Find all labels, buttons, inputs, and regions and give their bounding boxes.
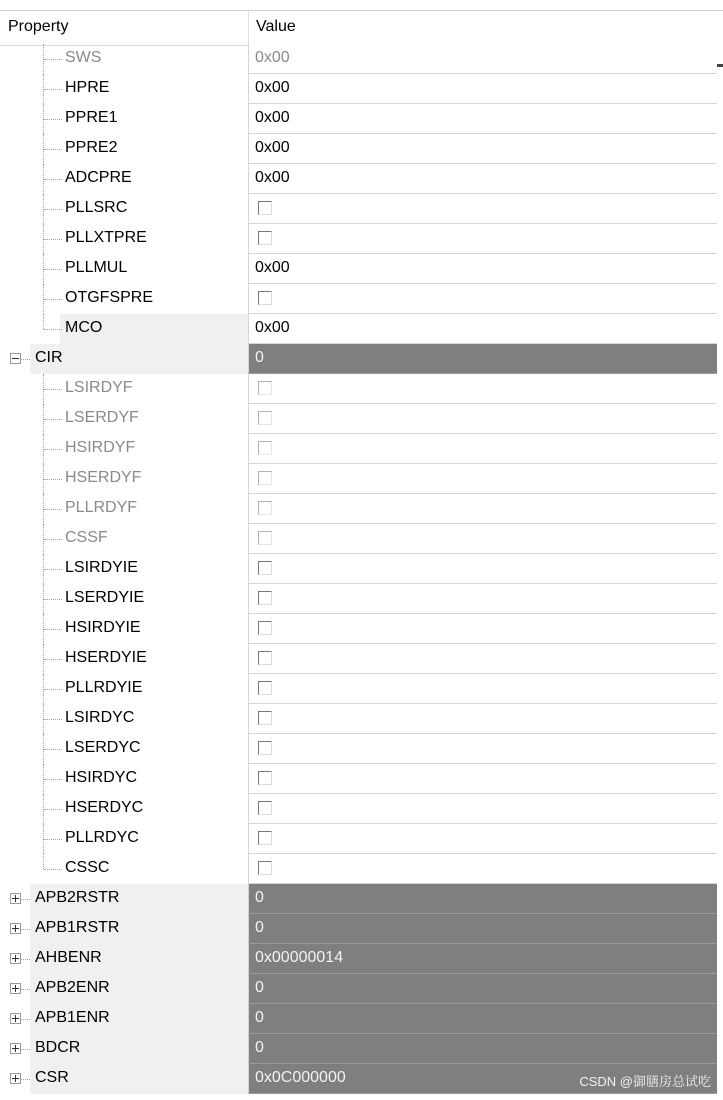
property-cell[interactable] — [0, 884, 248, 914]
property-label: HSERDYIE — [65, 649, 147, 666]
property-row-lsirdyf[interactable] — [0, 374, 723, 404]
property-cell[interactable] — [0, 104, 248, 134]
checkbox — [258, 381, 272, 395]
value-cell[interactable] — [248, 974, 718, 1004]
expand-icon[interactable] — [10, 983, 21, 994]
value-cell[interactable] — [248, 644, 718, 674]
value-cell[interactable] — [248, 314, 718, 344]
property-row-ppre2[interactable] — [0, 134, 723, 164]
property-row-pllrdyf[interactable] — [0, 494, 723, 524]
value-text: 0x00 — [255, 259, 290, 276]
property-row-hsirdyf[interactable] — [0, 434, 723, 464]
checkbox — [258, 471, 272, 485]
property-row-mco[interactable] — [0, 314, 723, 344]
group-row-apb2rstr[interactable] — [0, 884, 723, 914]
expand-icon[interactable] — [10, 893, 21, 904]
tree-connector — [21, 929, 30, 930]
value-cell[interactable] — [248, 674, 718, 704]
watermark: CSDN @御膳房总试吃 — [579, 1074, 711, 1089]
value-cell[interactable] — [248, 464, 718, 494]
checkbox[interactable] — [258, 561, 272, 575]
group-row-ahbenr[interactable] — [0, 944, 723, 974]
property-row-cssc[interactable] — [0, 854, 723, 884]
tree-connector — [21, 1079, 30, 1080]
property-label: PLLRDYIE — [65, 679, 143, 696]
tree-connector — [44, 269, 62, 270]
value-cell[interactable] — [248, 254, 718, 284]
property-label: PLLRDYF — [65, 499, 138, 516]
checkbox[interactable] — [258, 291, 272, 305]
group-row-apb1rstr[interactable] — [0, 914, 723, 944]
tree-connector — [44, 869, 62, 870]
property-label: HSERDYC — [65, 799, 144, 816]
property-cell[interactable] — [0, 974, 248, 1004]
vertical-scrollbar[interactable] — [717, 44, 723, 1100]
property-cell[interactable] — [0, 1034, 248, 1064]
expand-icon[interactable] — [10, 923, 21, 934]
property-label: PLLXTPRE — [65, 229, 147, 246]
value-cell[interactable] — [248, 524, 718, 554]
tree-connector — [44, 479, 62, 480]
property-cell[interactable] — [0, 674, 248, 704]
property-cell[interactable] — [0, 854, 248, 884]
property-row-pllsrc[interactable] — [0, 194, 723, 224]
property-label: PLLRDYC — [65, 829, 139, 846]
property-cell[interactable] — [0, 524, 248, 554]
value-cell[interactable] — [248, 404, 718, 434]
tree-connector — [44, 689, 62, 690]
tree-connector — [44, 119, 62, 120]
property-label: CIR — [35, 349, 63, 366]
tree-connector — [21, 959, 30, 960]
value-cell[interactable] — [248, 344, 718, 374]
property-cell[interactable] — [0, 314, 248, 344]
tree-connector — [44, 449, 62, 450]
property-cell[interactable] — [0, 824, 248, 854]
property-row-pllmul[interactable] — [0, 254, 723, 284]
tree-connector — [44, 509, 62, 510]
value-cell[interactable] — [248, 104, 718, 134]
value-text: 0x00 — [255, 319, 290, 336]
property-label: HSIRDYF — [65, 439, 136, 456]
property-label: HSERDYF — [65, 469, 142, 486]
property-row-lsirdyie[interactable] — [0, 554, 723, 584]
property-cell[interactable] — [0, 944, 248, 974]
checkbox[interactable] — [258, 681, 272, 695]
value-cell[interactable] — [248, 1034, 718, 1064]
property-cell[interactable] — [0, 554, 248, 584]
tree-connector — [44, 299, 62, 300]
property-label: LSERDYIE — [65, 589, 145, 606]
property-cell[interactable] — [0, 584, 248, 614]
tree-guide-line — [43, 854, 44, 869]
property-cell[interactable] — [0, 1064, 248, 1094]
group-label-background — [30, 344, 248, 374]
property-cell[interactable] — [0, 794, 248, 824]
property-cell[interactable] — [0, 434, 248, 464]
checkbox[interactable] — [258, 741, 272, 755]
tree-connector — [44, 839, 62, 840]
value-cell[interactable] — [248, 284, 718, 314]
value-cell[interactable] — [248, 914, 718, 944]
property-cell[interactable] — [0, 74, 248, 104]
value-text: 0x0C000000 — [255, 1069, 346, 1086]
value-cell[interactable] — [248, 734, 718, 764]
value-cell[interactable] — [248, 434, 718, 464]
property-cell[interactable] — [0, 404, 248, 434]
property-label: LSERDYF — [65, 409, 139, 426]
property-label: CSSC — [65, 859, 110, 876]
value-cell[interactable] — [248, 704, 718, 734]
property-label: APB1RSTR — [35, 919, 120, 936]
value-cell[interactable] — [248, 944, 718, 974]
tree-connector — [44, 779, 62, 780]
group-row-apb1enr[interactable] — [0, 1004, 723, 1034]
property-cell[interactable] — [0, 224, 248, 254]
value-text: 0x00 — [255, 139, 290, 156]
tree-connector — [44, 749, 62, 750]
value-text: 0 — [255, 889, 264, 906]
tree-guide-line — [43, 314, 44, 329]
scroll-up-arrow-icon[interactable] — [717, 44, 723, 74]
tree-connector — [44, 89, 62, 90]
value-cell[interactable] — [248, 164, 718, 194]
property-label: PPRE1 — [65, 109, 118, 126]
property-label: ADCPRE — [65, 169, 132, 186]
tree-connector — [44, 419, 62, 420]
property-cell[interactable] — [0, 134, 248, 164]
property-row-hserdyie[interactable] — [0, 644, 723, 674]
property-row-lserdyc[interactable] — [0, 734, 723, 764]
expand-icon[interactable] — [10, 1043, 21, 1054]
property-row-lserdyie[interactable] — [0, 584, 723, 614]
value-text: 0 — [255, 979, 264, 996]
grid-header — [0, 10, 723, 46]
value-cell[interactable] — [248, 134, 718, 164]
checkbox — [258, 411, 272, 425]
property-row-hsirdyie[interactable] — [0, 614, 723, 644]
checkbox[interactable] — [258, 591, 272, 605]
tree-connector — [44, 719, 62, 720]
property-row-lserdyf[interactable] — [0, 404, 723, 434]
property-row-adcpre[interactable] — [0, 164, 723, 194]
value-text: 0 — [255, 1009, 264, 1026]
property-cell[interactable] — [0, 194, 248, 224]
checkbox[interactable] — [258, 231, 272, 245]
property-label: CSR — [35, 1069, 69, 1086]
column-splitter[interactable] — [248, 11, 249, 45]
property-row-hserdyc[interactable] — [0, 794, 723, 824]
property-row-sws[interactable] — [0, 44, 723, 74]
tree-connector — [44, 59, 62, 60]
property-cell[interactable] — [0, 704, 248, 734]
property-label: SWS — [65, 49, 102, 66]
property-cell[interactable] — [0, 734, 248, 764]
property-label: PPRE2 — [65, 139, 118, 156]
checkbox[interactable] — [258, 831, 272, 845]
property-cell[interactable] — [0, 1004, 248, 1034]
tree-connector — [44, 629, 62, 630]
property-row-lsirdyc[interactable] — [0, 704, 723, 734]
checkbox — [258, 441, 272, 455]
tree-connector — [21, 989, 30, 990]
property-label: APB2RSTR — [35, 889, 120, 906]
value-cell[interactable] — [248, 584, 718, 614]
property-label: PLLSRC — [65, 199, 128, 216]
property-row-hpre[interactable] — [0, 74, 723, 104]
tree-connector — [21, 1019, 30, 1020]
property-label: APB2ENR — [35, 979, 110, 996]
value-cell[interactable] — [248, 614, 718, 644]
property-row-hsirdyc[interactable] — [0, 764, 723, 794]
tree-connector — [44, 599, 62, 600]
property-label: APB1ENR — [35, 1009, 110, 1026]
value-cell[interactable] — [248, 374, 718, 404]
property-label: MCO — [65, 319, 103, 336]
property-cell[interactable] — [0, 164, 248, 194]
property-cell[interactable] — [0, 644, 248, 674]
property-cell[interactable] — [0, 914, 248, 944]
checkbox[interactable] — [258, 801, 272, 815]
tree-connector — [44, 539, 62, 540]
group-row-cir[interactable] — [0, 344, 723, 374]
property-label: HSIRDYC — [65, 769, 138, 786]
group-row-apb2enr[interactable] — [0, 974, 723, 1004]
tree-connector — [44, 659, 62, 660]
checkbox[interactable] — [258, 201, 272, 215]
value-text: 0x00 — [255, 79, 290, 96]
tree-connector — [44, 209, 62, 210]
property-row-hserdyf[interactable] — [0, 464, 723, 494]
property-row-cssf[interactable] — [0, 524, 723, 554]
tree-connector — [44, 329, 62, 330]
property-label: LSERDYC — [65, 739, 141, 756]
expand-icon[interactable] — [10, 1013, 21, 1024]
property-cell[interactable] — [0, 284, 248, 314]
value-cell[interactable] — [248, 1004, 718, 1034]
expand-icon[interactable] — [10, 953, 21, 964]
checkbox[interactable] — [258, 771, 272, 785]
value-text: 0 — [255, 1039, 264, 1056]
value-cell[interactable] — [248, 494, 718, 524]
collapse-icon[interactable] — [10, 353, 21, 364]
property-cell[interactable] — [0, 494, 248, 524]
tree-connector — [44, 569, 62, 570]
property-label: LSIRDYIE — [65, 559, 138, 576]
tree-connector — [21, 1049, 30, 1050]
property-cell[interactable] — [0, 614, 248, 644]
property-cell[interactable] — [0, 764, 248, 794]
tree-connector — [44, 239, 62, 240]
tree-connector — [44, 389, 62, 390]
property-row-pllrdyc[interactable] — [0, 824, 723, 854]
value-cell[interactable] — [248, 854, 718, 884]
value-cell[interactable] — [248, 824, 718, 854]
property-label: PLLMUL — [65, 259, 128, 276]
value-cell[interactable] — [248, 224, 718, 254]
value-cell[interactable] — [248, 884, 718, 914]
property-row-ppre1[interactable] — [0, 104, 723, 134]
property-label: OTGFSPRE — [65, 289, 154, 306]
checkbox — [258, 501, 272, 515]
tree-connector — [44, 809, 62, 810]
value-cell[interactable] — [248, 74, 718, 104]
property-label: LSIRDYF — [65, 379, 133, 396]
property-row-pllrdyie[interactable] — [0, 674, 723, 704]
value-text: 0x00000014 — [255, 949, 344, 966]
property-cell[interactable] — [0, 44, 248, 74]
property-label: LSIRDYC — [65, 709, 135, 726]
property-label: HPRE — [65, 79, 110, 96]
property-label: CSSF — [65, 529, 108, 546]
tree-connector — [21, 359, 30, 360]
property-column-header[interactable]: Property — [8, 18, 69, 35]
checkbox[interactable] — [258, 861, 272, 875]
value-cell[interactable] — [248, 764, 718, 794]
property-row-otgfspre[interactable] — [0, 284, 723, 314]
property-label: AHBENR — [35, 949, 102, 966]
value-cell[interactable] — [248, 794, 718, 824]
checkbox[interactable] — [258, 711, 272, 725]
tree-connector — [44, 149, 62, 150]
value-text: 0 — [255, 349, 264, 366]
value-text: 0x00 — [255, 169, 290, 186]
checkbox[interactable] — [258, 651, 272, 665]
tree-connector — [21, 899, 30, 900]
expand-icon[interactable] — [10, 1073, 21, 1084]
tree-connector — [44, 179, 62, 180]
property-label: HSIRDYIE — [65, 619, 141, 636]
checkbox[interactable] — [258, 621, 272, 635]
value-text: 0x00 — [255, 49, 290, 66]
property-cell[interactable] — [0, 464, 248, 494]
group-row-bdcr[interactable] — [0, 1034, 723, 1064]
value-cell[interactable] — [248, 554, 718, 584]
property-label: BDCR — [35, 1039, 81, 1056]
value-cell[interactable] — [248, 194, 718, 224]
property-row-pllxtpre[interactable] — [0, 224, 723, 254]
value-column-header[interactable]: Value — [256, 18, 296, 35]
property-cell[interactable] — [0, 344, 248, 374]
property-cell[interactable] — [0, 374, 248, 404]
property-rows — [0, 44, 723, 1094]
value-cell[interactable] — [248, 44, 718, 74]
value-text: 0x00 — [255, 109, 290, 126]
property-cell[interactable] — [0, 254, 248, 284]
checkbox — [258, 531, 272, 545]
value-text: 0 — [255, 919, 264, 936]
